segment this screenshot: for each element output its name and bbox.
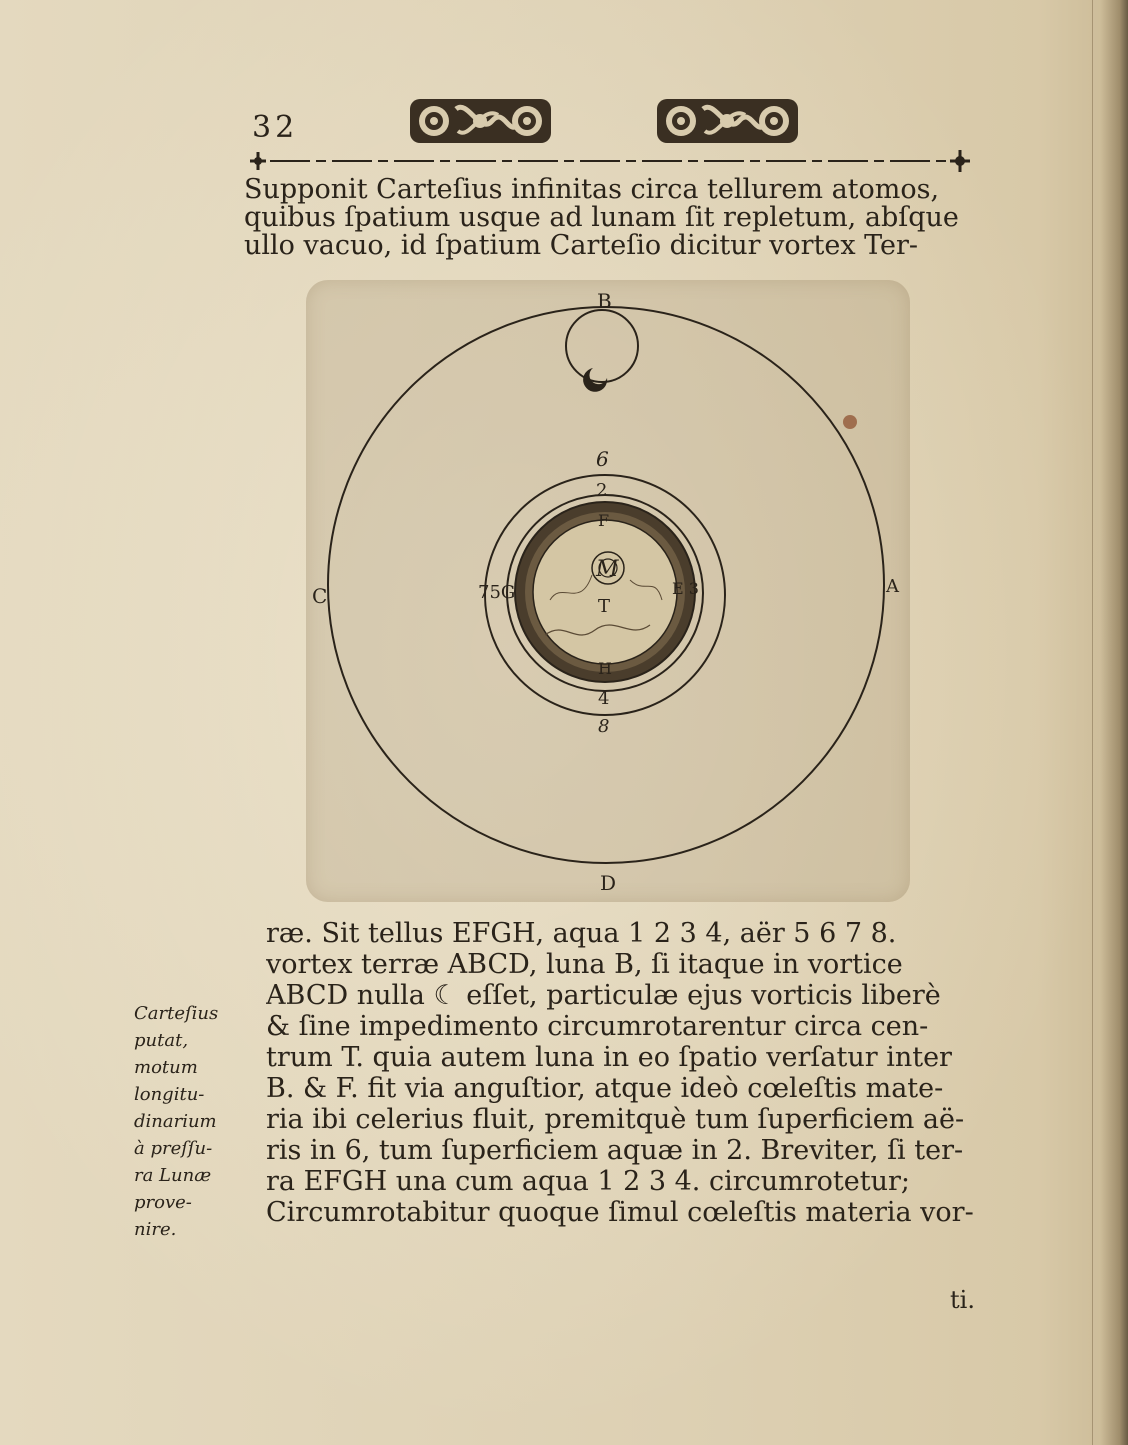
marginal-line: à preſſu-	[134, 1138, 213, 1159]
marginal-line: prove-	[134, 1192, 192, 1213]
label-h: H	[598, 659, 612, 678]
label-75g: 75G	[478, 582, 516, 603]
text-line: & ſine impedimento circumrotarentur circa cen-	[266, 1011, 929, 1042]
page-edge-shadow	[1100, 0, 1128, 1445]
label-d: D	[600, 871, 617, 895]
label-4: 4	[598, 688, 610, 709]
catchword: ti.	[950, 1286, 975, 1314]
text-line: quibus ſpatium usque ad lunam ſit repletum, abſque	[244, 202, 959, 233]
text-line: ra EFGH una cum aqua 1 2 3 4. circumrotetur;	[266, 1166, 910, 1197]
marginal-line: ra Lunæ	[134, 1165, 212, 1186]
marginal-line: dinarium	[134, 1111, 217, 1132]
headpiece-ornament-right	[655, 95, 800, 147]
marginal-line: nire.	[134, 1219, 177, 1240]
text-line: Supponit Carteſius infinitas circa tellurem atomos,	[244, 176, 940, 205]
decorative-rule	[248, 146, 972, 176]
text-line: trum T. quia autem luna in eo ſpatio verſatur inter	[266, 1042, 952, 1073]
top-paragraph	[244, 176, 988, 260]
label-8: 8	[598, 716, 610, 737]
cartesian-vortex-diagram	[300, 280, 920, 900]
label-a: A	[886, 576, 899, 597]
label-f: F	[598, 511, 610, 530]
label-t: T	[598, 596, 611, 617]
marginal-line: motum	[134, 1057, 198, 1078]
moon-crescent-icon	[583, 368, 607, 392]
marginal-note	[134, 1000, 244, 1243]
text-line: vortex terræ ABCD, luna B, ſi itaque in vortice	[266, 949, 903, 980]
label-e3: E 3	[672, 579, 699, 598]
label-m: M	[596, 557, 619, 582]
moon-orbit-circle	[566, 310, 638, 382]
page-edge-line	[1092, 0, 1093, 1445]
text-line: Circumrotabitur quoque ſimul cœleſtis materia vor-	[266, 1197, 974, 1228]
text-line: ABCD nulla ☾ eſſet, particulæ ejus vorticis liberè	[266, 980, 941, 1011]
label-b: B	[597, 289, 612, 313]
label-2: 2	[596, 480, 608, 501]
label-6: 6	[596, 447, 609, 471]
headpiece-ornament-left	[408, 95, 553, 147]
marginal-line: Carteſius	[134, 1003, 219, 1024]
text-line: ræ. Sit tellus EFGH, aqua 1 2 3 4, aër 5 6 7 8.	[266, 918, 897, 949]
label-c: C	[312, 584, 328, 608]
text-line: B. & F. fit via anguſtior, atque ideò cœleſtis mate-	[266, 1073, 944, 1104]
marginal-line: longitu-	[134, 1084, 205, 1105]
text-line: ullo vacuo, id ſpatium Carteſio dicitur vortex Ter-	[244, 230, 919, 260]
marginal-line: putat,	[134, 1030, 189, 1051]
earth-interior	[533, 520, 677, 664]
text-line: ria ibi celerius fluit, premitquè tum ſuperficiem aë-	[266, 1104, 965, 1135]
bottom-paragraph	[266, 918, 996, 1228]
text-line: ris in 6, tum ſuperficiem aquæ in 2. Breviter, ſi ter-	[266, 1135, 964, 1166]
page-number: 32	[252, 110, 299, 145]
